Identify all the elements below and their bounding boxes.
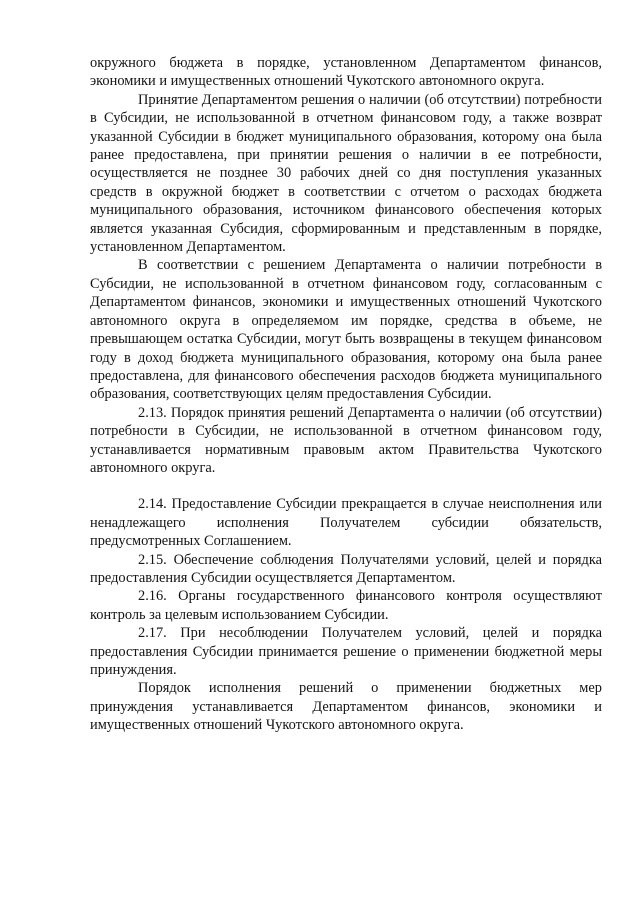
paragraph-clause-2-15: 2.15. Обеспечение соблюдения Получателями условий, целей и порядка предоставления Субсидии осуществляется Департаментом. xyxy=(90,551,602,586)
paragraph-enforcement-procedure: Порядок исполнения решений о применении бюджетных мер принуждения устанавливается Департаментом финансов, экономики и имущественных отношений Чукотского автономного округа. xyxy=(90,680,602,734)
paragraph-budget-order: окружного бюджета в порядке, установленном Департаментом финансов, экономики и имущественных отношений Чукотского автономного округа. xyxy=(90,55,602,90)
paragraph-clause-2-13: 2.13. Порядок принятия решений Департамента о наличии (об отсутствии) потребности в Субсидии, не использованной в отчетном финансовом году, устанавливается нормативным правовым актом Правительства Чукотского автономного округа. xyxy=(90,404,602,476)
paragraph-clause-2-17: 2.17. При несоблюдении Получателем условий, целей и порядка предоставления Субсидии принимается решение о применении бюджетной меры принуждения. xyxy=(90,625,602,678)
document-page xyxy=(90,54,602,735)
paragraph-subsidy-return: В соответствии с решением Департамента о наличии потребности в Субсидии, не использованной в отчетном финансовом году, согласованным с Департаментом финансов, экономики и имущественных отношений Чукотского автономного округа в определяемом им порядке, средства в объеме, не превышающем остатка Субсидии, могут быть возвращены в текущем финансовом году в доход бюджета муниципального образования, которому она была ранее предоставлена, для финансового обеспечения расходов бюджета муниципального образования, соответствующих целям предоставления Субсидии. xyxy=(90,257,602,403)
paragraph-decision-deadline: Принятие Департаментом решения о наличии (об отсутствии) потребности в Субсидии, не использованной в отчетном финансовом году, а также возврат указанной Субсидии в бюджет муниципального образования, которому она была ранее предоставлена, при принятии решения о наличии в ее потребности, осуществляется не позднее 30 рабочих дней со дня поступления указанных средств в окружной бюджет в соответствии с отчетом о расходах бюджета муниципального образования, источником финансового обеспечения которых является указанная Субсидия, сформированным и представленным в порядке, установленном Департаментом. xyxy=(90,91,602,256)
paragraph-clause-2-14: 2.14. Предоставление Субсидии прекращается в случае неисполнения или ненадлежащего исполнения Получателем субсидии обязательств, предусмотренных Соглашением. xyxy=(90,496,602,550)
paragraph-clause-2-16: 2.16. Органы государственного финансового контроля осуществляют контроль за целевым использованием Субсидии. xyxy=(90,588,602,623)
